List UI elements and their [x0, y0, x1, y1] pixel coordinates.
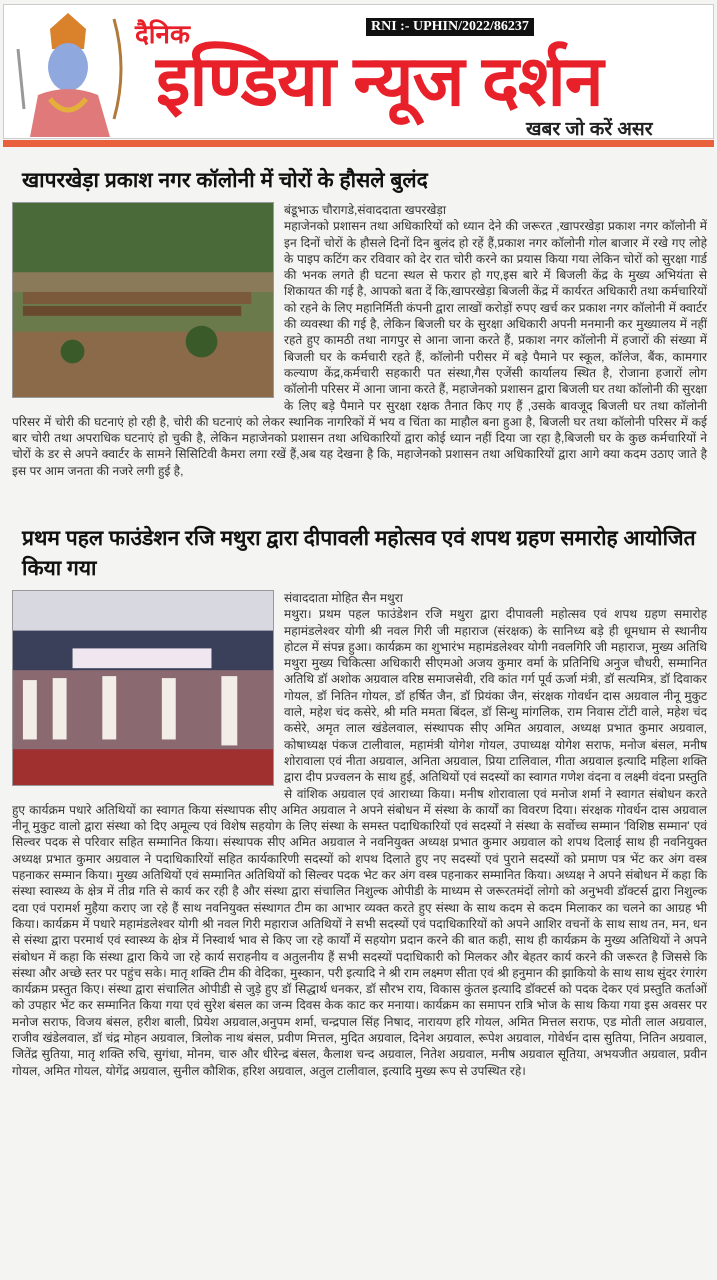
article-byline: संवाददाता मोहित सैन मथुरा — [284, 591, 403, 605]
rni-number: RNI :- UPHIN/2022/86237 — [366, 18, 534, 36]
article-text: महाजेनको प्रशासन तथा अधिकारियों को ध्यान देने की जरूरत ,खापरखेड़ा प्रकाश नगर कॉलोनी में इन दिनों चोरों के हौसले दिनों दिन बुलंद हो रहें हैं,प्रकाश नगर कॉलोनी गोल बाजार में रखे गए लोहे के पाइप कटिंग कर रविवार को देर रात चोरी करने का प्रयास किया गया लेकिन चोरों को सुरक्षा गार्ड की भनक लगते ही घटना स्थल से फरार हो गए,इस बारे में बिजली केंद्र के मुख्य अभियंता से शिकायत की गई है, आपको बता दें कि,खापरखेड़ा बिजली केंद्र में कार्यरत अधिकारी तथा कर्मचारियों को रहने के लिए महानिर्मिती कंपनी द्वारा लाखों करोड़ों रुपए खर्च कर प्रकाश नगर कॉलोनी में क्वार्टर की व्यवस्था की गई है, लेकिन बिजली घर के सुरक्षा अधिकारी अपनी मनमानी कर मुख्यालय में नहीं रहते हुए कामठी तथा नागपुर से आना जाना करते हैं, प्रकाश नगर कॉलोनी में हजारों की संख्या में बिजली घर के कर्मचारी रहते हैं, कॉलोनी परीसर में बड़े पैमाने पर स्कूल, कॉलेज, बैंक, कामगार कल्याण केंद्र,कर्मचारी सहकारी पत संस्था,गैस एजेंसी कार्यालय स्थित है, रोजाना हजारों लोग कॉलोनी परिसर में आना जाना करते हैं, महाजेनको प्रशासन द्वारा बिजली घर तथा कॉलोनी की सुरक्षा के लिए बड़े पैमाने पर सुरक्षा रक्षक तैनात किए गए हैं ,उसके बावजूद बिजली घर तथा कॉलोनी परिसर में चोरी की घटनाएं हो रही है, चोरी की घटनाएं को लेकर स्थानिक नागरिकों में भय व चिंता का माहौल बना हुआ है, बिजली घर तथा कॉलोनी परिसर में कई बार चोरी तथा अपराधिक घटनाएं हो चुकी है, लेकिन महाजेनको प्रशासन तथा अधिकारियों द्वारा कोई ध्यान नहीं दिया जा रहा है,बिजली घर के कुछ कर्मचारियों ने चोरों के डर से अपने क्वार्टर के सामने सिसिटिवी कैमरा लगा रखें हैं,अब यह देखना है कि, महाजेनको प्रशासन तथा अधिकारियों द्वारा आगे क्या कदम उठाए जाते है इस पर आम जनता की नजरे लगी हुई है, — [12, 219, 707, 478]
masthead-divider — [3, 140, 714, 147]
masthead — [3, 4, 714, 139]
article-1 — [12, 166, 707, 479]
article-byline: बंडूभाऊ चौरागडे,संवाददाता खपरखेड़ा — [284, 203, 446, 217]
masthead-prefix: दैनिक — [135, 19, 190, 49]
article-headline: खापरखेड़ा प्रकाश नगर कॉलोनी में चोरों के हौसले बुलंद — [22, 169, 428, 192]
tagline: खबर जो करें असर — [526, 119, 653, 140]
article-photo-pipes — [12, 202, 274, 398]
article-headline: प्रथम पहल फाउंडेशन रजि मथुरा द्वारा दीपावली महोत्सव एवं शपथ ग्रहण समारोह आयोजित किया गया — [22, 527, 696, 580]
deity-illustration-icon — [10, 9, 128, 137]
article-2 — [12, 524, 707, 1079]
article-text: मथुरा। प्रथम पहल फाउंडेशन रजि मथुरा द्वारा दीपावली महोत्सव एवं शपथ ग्रहण समारोह महामंडलेश्वर योगी श्री नवल गिरी जी महाराज (संरक्षक) के सानिध्य बड़े ही धूमधाम से स्थानीय होटल में संपन्न हुआ। कार्यक्रम का शुभारंभ महामंडलेश्वर योगी नवलगिरि जी महाराज, मुख्य अतिथि मथुरा मुख्य चिकित्सा अधिकारी सीएमओ अजय कुमार वर्मा के प्रतिनिधि अनुज चौधरी, सम्मानित अतिथि डॉ अशोक अग्रवाल वरिष्ठ समाजसेवी, रवि कांत गर्ग पूर्व ऊर्जा मंत्री, डॉ सत्यमित्र, डॉ दिवाकर गोयल, डॉ नितिन गोयल, डॉ हर्षित जैन, डॉ प्रियंका जैन, संरक्षक गोवर्धन दास अग्रवाल नीनू मुकुट वाले, महेश चंद कसेरे, श्री मति ममता बिंदल, डॉ सिन्धु मांगलिक, राम निवास टोंटी वाले, महेश चंद कसेरे, अमृत लाल खंडेलवाल, संस्थापक सीए अमित अग्रवाल, अध्यक्ष प्रभात कुमार अग्रवाल, कोषाध्यक्ष पंकज टालीवाल, महामंत्री योगेश गोयल, उपाध्यक्ष योगेश सराफ, मनोज बंसल, मनीष शोरावाला एवं नीता अग्रवाल, अनिता अग्रवाल, प्रिया टालिवाल, गीता अग्रवाल इत्यादि महिला शक्ति द्वारा दीप प्रज्वलन के साथ हुई, अतिथियों एवं सदस्यों का स्वागत गणेश वंदना व लक्ष्मी वंदना प्रस्तुति से वांशिक अग्रवाल एवं आराध्या किया। मनीष शोरावाला एवं मनोज शर्मा ने स्वागत संबोधन करते हुए कार्यक्रम पधारे अतिथियों का स्वागत किया संस्थापक सीए अमित अग्रवाल ने अपने संबोधन में संस्था के कार्यों का विवरण दिया। संरक्षक गोवर्धन दास अग्रवाल नीनू मुकुट वालो द्वारा संस्था को दिए अमूल्य एवं विशेष सहयोग के लिए संस्था के समस्त पदाधिकारियों एवं सदस्यों ने संस्था के सर्वोच्च सम्मान 'विशिष्ठ सम्मान' एवं सिल्वर पदक से परिवार सहित सम्मानित किया। संस्थापक सीए अमित अग्रवाल ने नवनियुक्त अध्यक्ष प्रभात कुमार अग्रवाल को शपथ दिलाई साथ ही नवनियुक्त अध्यक्ष प्रभात कुमार अग्रवाल ने पदाधिकारियों सहित कार्यकारिणी सदस्यों को शपथ दिलाते हुए नए सदस्यों एवं पुराने सदस्यों को प्रमाण पत्र भेंट कर अंग वस्त्र पहनाकर सम्मान किया। मुख्य अतिथियों एवं सम्मानित अतिथियों को सिल्वर पदक भेट कर अंग वस्त्र पहनाकर सम्मानित किया। अध्यक्ष ने अपने संबोधन में कहा कि संस्था स्वास्थ्य के क्षेत्र में तीव्र गति से कार्य कर रही है और संस्था द्वारा संचालित निशुल्क ओपीडी के माध्यम से जरूरतमंदों लोगो को अनुभवी डॉक्टर्स द्वारा निशुल्क दवा एवं परामर्श मुहैया कराए जा रहे हैं साथ नवनियुक्त संस्थागत टीम का आभार व्यक्त करते हुए संस्था के साथ कदम से कदम मिलाकर का चलने का आग्रह भी किया। कार्यक्रम में पधारे महामंडलेश्वर योगी श्री नवल गिरी महाराज अतिथियों ने सभी सदस्यों एवं पदाधिकारियों को अपने आशिर वचनों के साथ साथ तन, मन, धन से संस्था द्वारा परमार्थ एवं स्वास्थ्य के क्षेत्र में निस्वार्थ भाव से किए जा रहे कार्यों में सहयोग प्रदान करने की बात कही, साथ ही कार्यक्रम के मुख्य अतिथियों ने अपने संबोधन में कहा कि संस्था द्वारा किये जा रहे कार्य सराहनीय व अतुलनीय हैं सभी सदस्यों पदाधिकारी को मिलकर और बेहतर कार्य करने की जरूरत है जिससे कि संस्था और अच्छे स्तर पर पहुंच सके। मातृ शक्ति टीम की वेदिका, मुस्कान, परी इत्यादि ने श्री राम लक्ष्मण सीता एवं श्री हनुमान की झाकियो के साथ साथ सुंदर रंगारंग कार्यक्रम प्रस्तुत किए। संस्था द्वारा संचालित ओपीडी से जुड़े हुए डॉ सिद्धार्थ धनकर, डॉ सौरभ राय, विकास कुंतल इत्यादि डॉक्टर्स को पदक देकर एवं प्रस्तुति कर्ताओं को उपहार भेंट कर सम्मानित किया गया एवं सुरेश बंसल का जन्म दिवस केक काट कर मनाया। कार्यक्रम का समापन रात्रि भोज के साथ किया गया इस अवसर पर मनोज सराफ, विजय बंसल, हरीश बाली, प्रियेश अग्रवाल,अनुपम शर्मा, चन्द्रपाल सिंह निषाद, नारायण हरि गोयल, अमित मित्तल सराफ, एड मोती लाल अग्रवाल, राजीव खंडेलवाल, डॉ चंद्र मोहन अग्रवाल, त्रिलोक नाथ बंसल, प्रवीण मित्तल, मुदित अग्रवाल, दिनेश अग्रवाल, रूपेश अग्रवाल, गोवेर्धन दास सुतिया, नितिन अग्रवाल, जितेंद्र सुतिया, मातृ शक्ति रुचि, सुगंधा, मोनम, चारु और धीरेन्द्र बंसल, कैलाश चन्द अग्रवाल, नितेश अग्रवाल, मनीष अग्रवाल सूतिया, अभयजीत अग्रवाल, प्रवीन गोयल, अमित गोयल, योगेंद्र अग्रवाल, सुनील कौशिक, हरिश अग्रवाल, अतुल टालीवाल, इत्यादि मुख्य रूप से उपस्थित रहे। — [12, 607, 707, 1078]
newspaper-title: इण्डिया न्यूज दर्शन — [156, 42, 603, 120]
article-photo-event — [12, 590, 274, 786]
